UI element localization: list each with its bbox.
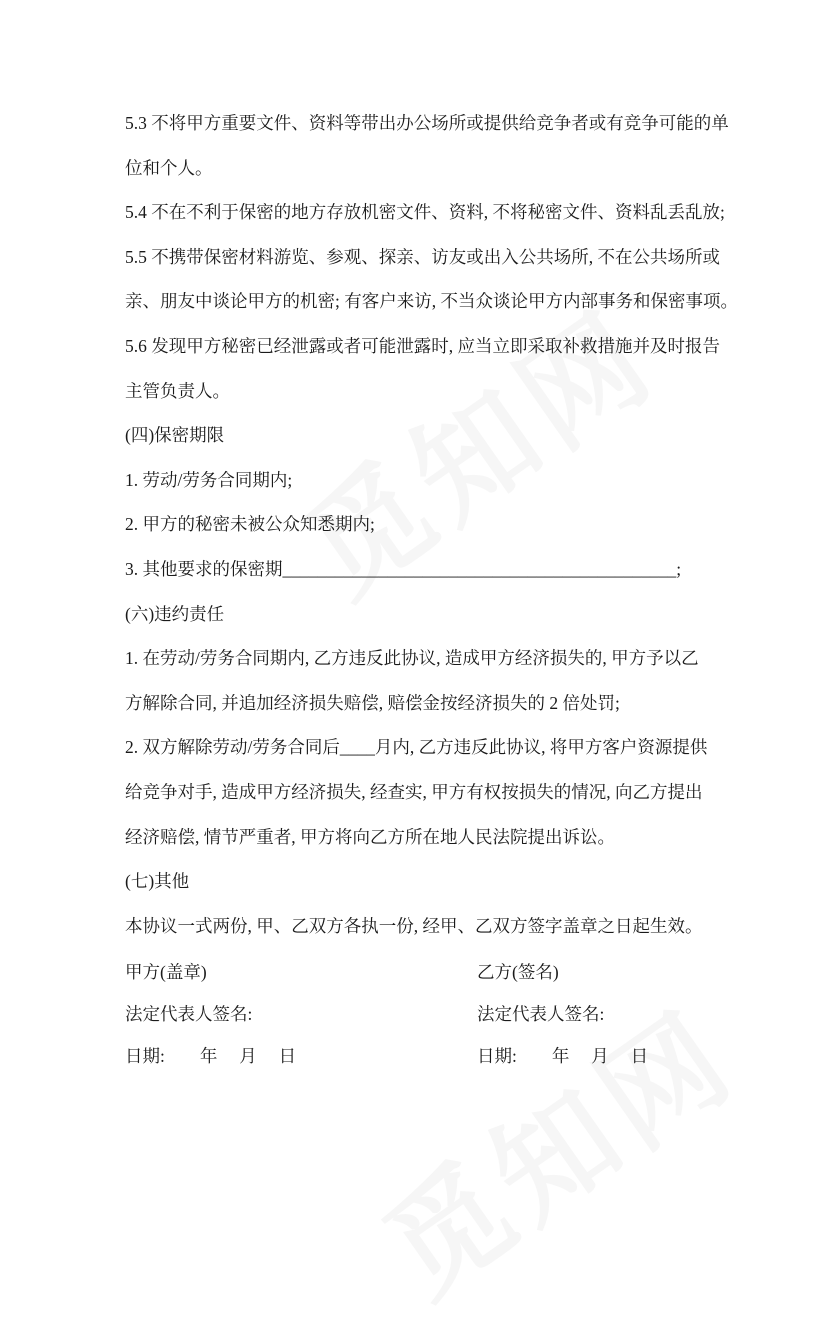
clause-5-6-line-1: 5.6 发现甲方秘密已经泄露或者可能泄露时, 应当立即采取补救措施并及时报告	[125, 335, 720, 356]
party-b-representative-label: 法定代表人签名:	[477, 1004, 605, 1025]
period-item-1: 1. 劳动/劳务合同期内;	[125, 469, 293, 490]
clause-5-6-line-2: 主管负责人。	[125, 380, 230, 401]
section-heading-confidentiality-period: (四)保密期限	[125, 425, 225, 446]
signature-date-row	[125, 1035, 715, 1077]
liability-item-1-line-1: 1. 在劳动/劳务合同期内, 乙方违反此协议, 造成甲方经济损失的, 甲方予以乙	[125, 648, 699, 669]
signature-representative-row	[125, 993, 715, 1035]
party-a-label: 甲方(盖章)	[125, 962, 207, 983]
liability-item-1-line-2: 方解除合同, 并追加经济损失赔偿, 赔偿金按经济损失的 2 倍处罚;	[125, 692, 620, 713]
document-body	[125, 101, 738, 1077]
clause-5-5-line-1: 5.5 不携带保密材料游览、参观、探亲、访友或出入公共场所, 不在公共场所或	[125, 246, 720, 267]
period-item-3: 3. 其他要求的保密期_____________________________________________;	[125, 558, 682, 579]
party-b-date-label: 日期: 年 月 日	[477, 1046, 649, 1067]
period-item-2: 2. 甲方的秘密未被公众知悉期内;	[125, 514, 375, 535]
signature-party-row	[125, 951, 715, 993]
party-a-representative-label: 法定代表人签名:	[125, 1004, 253, 1025]
section-heading-liability: (六)违约责任	[125, 603, 225, 624]
clause-5-3-line-2: 位和个人。	[125, 157, 213, 178]
clause-5-5-line-2: 亲、朋友中谈论甲方的机密; 有客户来访, 不当众谈论甲方内部事务和保密事项。	[125, 291, 738, 312]
clause-5-4: 5.4 不在不利于保密的地方存放机密文件、资料, 不将秘密文件、资料乱丢乱放;	[125, 202, 725, 223]
clause-5-3-line-1: 5.3 不将甲方重要文件、资料等带出办公场所或提供给竞争者或有竞争可能的单	[125, 113, 729, 133]
effective-clause: 本协议一式两份, 甲、乙双方各执一份, 经甲、乙双方签字盖章之日起生效。	[125, 915, 703, 936]
party-b-label: 乙方(签名)	[477, 962, 559, 983]
liability-item-2-line-2: 给竞争对手, 造成甲方经济损失, 经查实, 甲方有权按损失的情况, 向乙方提出	[125, 781, 703, 802]
section-heading-other: (七)其他	[125, 871, 190, 892]
liability-item-2-line-3: 经济赔偿, 情节严重者, 甲方将向乙方所在地人民法院提出诉讼。	[125, 826, 615, 847]
liability-item-2-line-1: 2. 双方解除劳动/劳务合同后____月内, 乙方违反此协议, 将甲方客户资源提供	[125, 737, 708, 758]
party-a-date-label: 日期: 年 月 日	[125, 1046, 297, 1067]
